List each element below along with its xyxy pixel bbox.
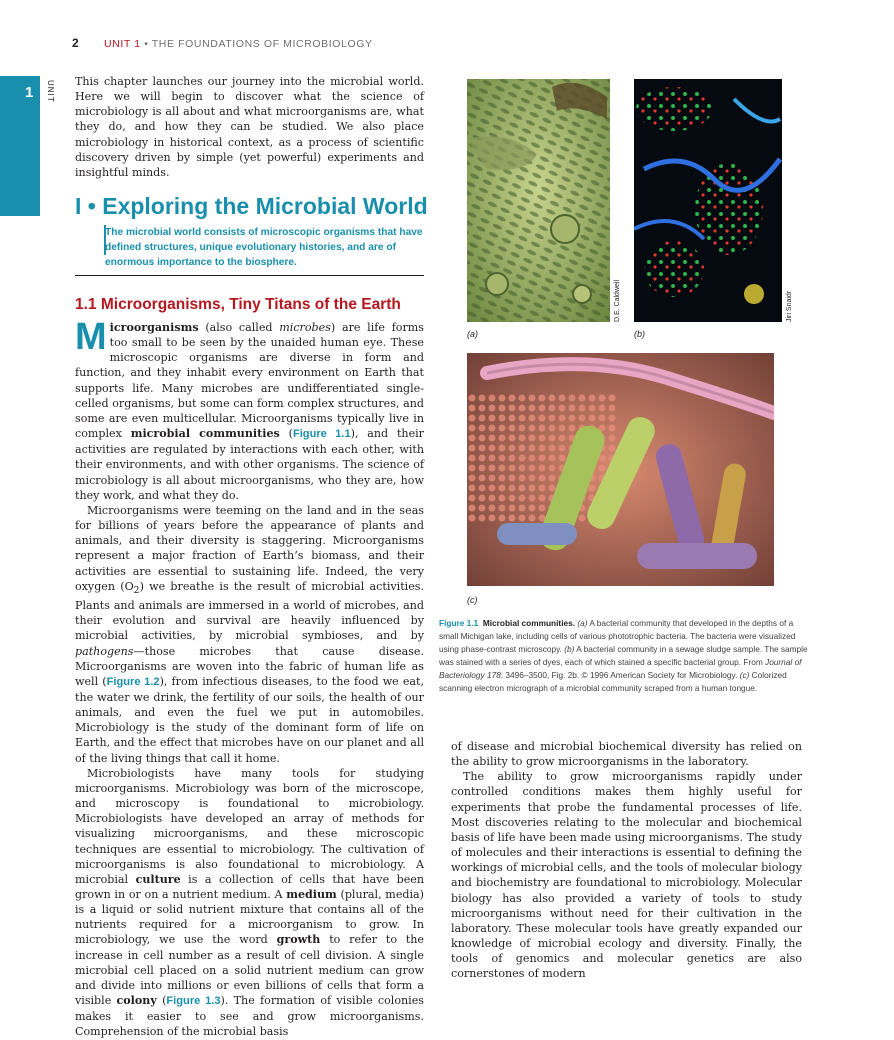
paragraph-5: The ability to grow microorganisms rapidly under controlled conditions makes them highly useful for experiments that probe the fundamental processes of life. Most discoveries relating to the molecular and biochemical basis of life have been made using microorganisms. The study of molecules and their interactions is essential to defining the workings of microbial cells, and the tools of molecular biology and biochemistry are foundational to microbiology. Molecular biology has also provided a variety of tools to study microorganisms without need for their cultivation in the laboratory. These molecular tools have greatly expanded our knowledge of microbial ecology and diversity. Finally, the tools of genomics and molecular genetics are also cornerstones of modern bbox=[451, 770, 802, 981]
header-separator: • bbox=[140, 38, 152, 50]
credit-b: Jiri Snaidr bbox=[786, 290, 793, 322]
chapter-intro: This chapter launches our journey into the microbial world. Here we will begin to discover what the science of microbiology is all about and what microorganisms are, what they do, and how they can be studied. We also place microbiology in historical context, as a process of scientific discovery driven by simple (yet powerful) experiments and insightful minds. bbox=[75, 75, 424, 179]
page-number: 2 bbox=[72, 36, 79, 50]
caption-figure-number: Figure 1.1 bbox=[439, 618, 479, 628]
figure-1-1-link[interactable]: Figure 1.1 bbox=[292, 428, 351, 441]
unit-tab-number: 1 bbox=[25, 84, 34, 101]
subsection-title: 1.1 Microorganisms, Tiny Titans of the Earth bbox=[75, 296, 401, 313]
running-header bbox=[104, 38, 373, 50]
drop-cap: M bbox=[75, 316, 107, 358]
paragraph-2: Microorganisms were teeming on the land and in the seas for billions of years before the appearance of plants and animals, and their diversity is staggering. Microorganisms represent a major fraction of Earth’s biomass, and their activities are essential to sustaining life. Indeed, the very oxygen $(O_2)$ we breathe is the result of microbial activities. Plants and animals are immersed in a world of microbes, and their evolution and survival are heavily influenced by microbial activities, by microbial symbioses, and by pathogens—those microbes that cause disease. Microorganisms are woven into the fabric of human life as well (Figure 1.2), from infectious diseases, to the food we eat, the water we drink, the fertility of our soils, the health of our animals, and even the fuel we put in automobiles. Microbiology is the study of the dominant form of life on Earth, and the effect that microbes have on our planet and all of the living things that call it home. bbox=[75, 503, 425, 765]
panel-label-a: (a) bbox=[467, 329, 478, 339]
caption-title: Microbial communities. bbox=[482, 618, 576, 628]
paragraph-4: of disease and microbial biochemical diversity has relied on the ability to grow microorganisms in the laboratory. bbox=[451, 740, 802, 769]
paragraph-1: Microorganisms (also called microbes) are life forms too small to be seen by the unaided human eye. These microscopic organisms are diverse in form and function, and they inhabit every environment on Earth that supports life. Many microbes are undifferentiated single-celled organisms, but some can form complex structures, and some are even multicellular. Microorganisms typically live in complex microbial communities (Figure 1.1), and their activities are regulated by interactions with each other, with their environments, and with other organisms. The science of microbiology is all about microorganisms, who they are, how they work, and what they do. bbox=[75, 316, 424, 502]
unit-label: UNIT 1 bbox=[104, 38, 141, 50]
unit-tab bbox=[0, 76, 40, 216]
body-left-column bbox=[75, 316, 425, 1040]
section-subtitle: The microbial world consists of microscopic organisms that have defined structures, unique evolutionary histories, and are of enormous importance to the biosphere. bbox=[105, 227, 423, 268]
section-rule bbox=[75, 275, 424, 276]
unit-title: THE FOUNDATIONS OF MICROBIOLOGY bbox=[151, 38, 373, 50]
micrograph-a bbox=[467, 79, 610, 322]
figure-1-3-link[interactable]: Figure 1.3 bbox=[166, 995, 221, 1008]
section-title: I • Exploring the Microbial World bbox=[75, 193, 428, 219]
figure-caption: Figure 1.1 Microbial communities. (a) A bacterial community that developed in the depths of a small Michigan lake, including cells of various phototrophic bacteria. The bacteria were visualized using phase-contrast microscopy. (b) A bacterial community in a sewage sludge sample. The sample was stained with a series of dyes, each of which stained a specific bacterial group. From Journal of Bacteriology 178: 3496–3500, Fig. 2b. © 1996 American Society for Microbiology. (c) Colorized scanning electron micrograph of a microbial community scraped from a human tongue. bbox=[439, 618, 808, 693]
credit-a: D.E. Caldwell bbox=[614, 279, 621, 322]
figure-1-2-link[interactable]: Figure 1.2 bbox=[106, 675, 160, 688]
panel-label-b: (b) bbox=[634, 329, 645, 339]
body-right-column bbox=[451, 739, 802, 982]
micrograph-c bbox=[467, 353, 774, 586]
panel-label-c: (c) bbox=[467, 595, 478, 605]
micrograph-b bbox=[634, 79, 782, 322]
paragraph-3: Microbiologists have many tools for studying microorganisms. Microbiology was born of the microscope, and microscopy is foundational to microbiology. Microbiologists have developed an array of methods for visualizing microorganisms, and these microscopic techniques are essential to microbiology. The cultivation of microorganisms is also foundational to microbiology. A microbial culture is a collection of cells that have been grown in or on a nutrient medium. A medium (plural, media) is a liquid or solid nutrient mixture that contains all of the nutrients required for a microorganism to grow. In microbiology, we use the word growth to refer to the increase in cell number as a result of cell division. A single microbial cell placed on a solid nutrient medium can grow and divide into millions or even billions of cells that form a visible colony (Figure 1.3). The formation of visible colonies makes it easier to see and grow microorganisms. Comprehension of the microbial basis bbox=[75, 766, 424, 1039]
unit-tab-word: UNIT bbox=[46, 80, 55, 103]
